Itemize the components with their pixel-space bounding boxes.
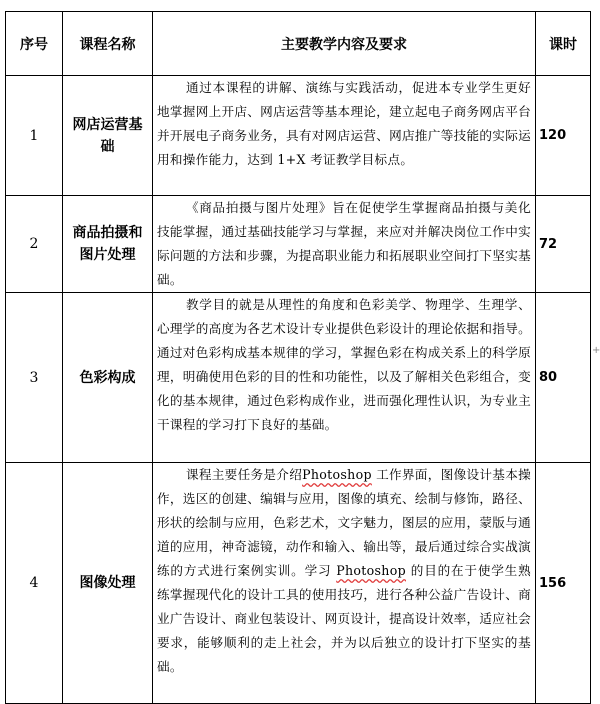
header-hours: 课时: [536, 12, 591, 76]
photoshop-term: Photoshop: [302, 467, 372, 482]
table-header-row: [6, 12, 591, 76]
course-hours: 80: [536, 293, 591, 463]
content-text: 课程主要任务是介绍: [185, 467, 303, 482]
course-hours: 120: [536, 76, 591, 196]
content-text: 工作界面，图像设计基本操作，选区的创建、编辑与应用，图像的填充、绘制与修饰，路径、形状的绘制与应用，色彩艺术，文字魅力，图层的应用，蒙版与通道的应用，神奇滤镜，动作和输入、输出等，最后通过综合实战演练的方式进行案例实训。学习: [157, 467, 531, 578]
course-name: 图像处理: [63, 463, 153, 704]
table-row: [6, 293, 591, 463]
table-row: [6, 196, 591, 293]
course-name: 网店运营基础: [63, 76, 153, 196]
header-index: 序号: [6, 12, 63, 76]
course-hours: 72: [536, 196, 591, 293]
course-name: 商品拍摄和图片处理: [63, 196, 153, 293]
course-content: 通过本课程的讲解、演练与实践活动，促进本专业学生更好地掌握网上开店、网店运营等基本理论，建立起电子商务网店平台并开展电子商务业务，具有对网店运营、网店推广等技能的实际运用和操作能力，达到 1+X 考证教学目标点。: [153, 76, 536, 196]
row-index: 2: [6, 196, 63, 293]
table-row: [6, 463, 591, 704]
course-name: 色彩构成: [63, 293, 153, 463]
curriculum-table: [5, 11, 591, 704]
table-row: [6, 76, 591, 196]
header-content: 主要教学内容及要求: [153, 12, 536, 76]
header-course-name: 课程名称: [63, 12, 153, 76]
photoshop-term: Photoshop: [336, 563, 406, 578]
course-content: 《商品拍摄与图片处理》旨在促使学生掌握商品拍摄与美化技能掌握，通过基础技能学习与掌握，来应对并解决岗位工作中实际问题的方法和步骤，为提高职业能力和拓展职业空间打下坚实基础。: [153, 196, 536, 293]
course-content: 教学目的就是从理性的角度和色彩美学、物理学、生理学、心理学的高度为各艺术设计专业提供色彩设计的理论依据和指导。通过对色彩构成基本规律的学习，掌握色彩在构成关系上的科学原理，明确使用色彩的目的性和功能性，以及了解相关色彩组合，变化的基本规律，通过色彩构成作业，进而强化理性认识，为专业主干课程的学习打下良好的基础。: [153, 293, 536, 463]
row-index: 4: [6, 463, 63, 704]
side-mark: +: [592, 345, 600, 356]
content-text: 的目的在于使学生熟练掌握现代化的设计工具的使用技巧，进行各种公益广告设计、商业广告设计、商业包装设计、网页设计，提高设计效率，适应社会要求，能够顺利的走上社会，并为以后独立的设计打下坚实的基础。: [157, 563, 531, 674]
row-index: 3: [6, 293, 63, 463]
course-hours: 156: [536, 463, 591, 704]
row-index: 1: [6, 76, 63, 196]
course-content: [153, 463, 536, 704]
